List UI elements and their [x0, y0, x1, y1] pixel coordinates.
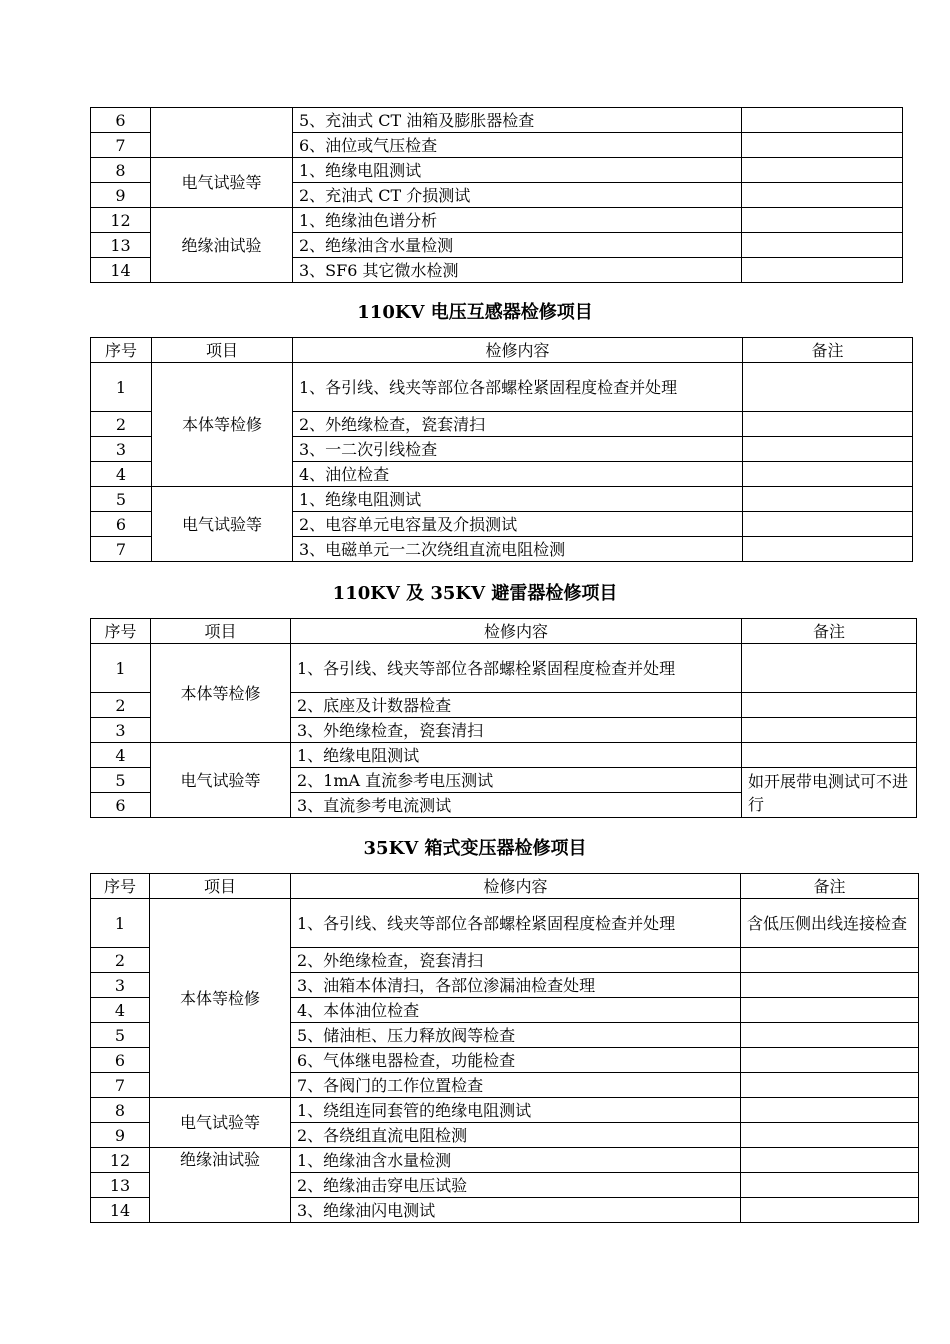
table-header-row [91, 338, 913, 363]
header-seq: 序号 [91, 619, 151, 644]
seq-cell: 14 [91, 258, 151, 283]
note-cell [743, 512, 913, 537]
content-cell: 3、油箱本体清扫，各部位渗漏油检查处理 [291, 973, 741, 998]
note-cell [743, 412, 913, 437]
note-cell [743, 487, 913, 512]
table-row [91, 1148, 919, 1173]
content-cell: 1、绝缘电阻测试 [293, 487, 743, 512]
note-cell [741, 1123, 919, 1148]
note-cell [742, 108, 903, 133]
note-cell [742, 258, 903, 283]
seq-cell: 2 [91, 948, 150, 973]
seq-cell: 2 [91, 412, 152, 437]
seq-cell: 12 [91, 208, 151, 233]
seq-cell: 4 [91, 998, 150, 1023]
section-title-arrester: 110KV 及 35KV 避雷器检修项目 [332, 583, 618, 604]
seq-cell: 13 [91, 1173, 150, 1198]
note-cell [741, 948, 919, 973]
note-cell [742, 158, 903, 183]
content-cell: 3、外绝缘检查，瓷套清扫 [291, 718, 742, 743]
item-cell: 本体等检修 [150, 899, 291, 1098]
table-row [91, 743, 917, 768]
seq-cell: 1 [91, 644, 151, 693]
seq-cell: 7 [91, 1073, 150, 1098]
content-cell: 2、1mA 直流参考电压测试 [291, 768, 742, 793]
seq-cell: 1 [91, 899, 150, 948]
note-cell [742, 133, 903, 158]
content-cell: 6、气体继电器检查，功能检查 [291, 1048, 741, 1073]
header-content: 检修内容 [293, 338, 743, 363]
content-cell: 2、各绕组直流电阻检测 [291, 1123, 741, 1148]
content-cell: 2、电容单元电容量及介损测试 [293, 512, 743, 537]
seq-cell: 5 [91, 768, 151, 793]
item-cell: 绝缘油试验 [151, 208, 293, 283]
content-cell: 3、一二次引线检查 [293, 437, 743, 462]
note-cell [741, 1073, 919, 1098]
seq-cell: 1 [91, 363, 152, 412]
table-row [91, 363, 913, 412]
content-cell: 3、绝缘油闪电测试 [291, 1198, 741, 1223]
seq-cell: 5 [91, 1023, 150, 1048]
content-cell: 1、绝缘油色谱分析 [293, 208, 742, 233]
seq-cell: 12 [91, 1148, 150, 1173]
content-cell: 4、油位检查 [293, 462, 743, 487]
note-cell [741, 1148, 919, 1173]
note-cell [742, 693, 917, 718]
item-cell: 电气试验等 [150, 1098, 291, 1148]
seq-cell: 13 [91, 233, 151, 258]
note-cell [742, 644, 917, 693]
content-cell: 5、充油式 CT 油箱及膨胀器检查 [293, 108, 742, 133]
content-cell: 2、底座及计数器检查 [291, 693, 742, 718]
content-cell: 2、外绝缘检查，瓷套清扫 [293, 412, 743, 437]
table-row [91, 1098, 919, 1123]
note-cell [741, 998, 919, 1023]
note-cell [742, 183, 903, 208]
content-cell: 1、各引线、线夹等部位各部螺栓紧固程度检查并处理 [291, 644, 742, 693]
note-cell [743, 537, 913, 562]
note-cell [741, 1098, 919, 1123]
content-cell: 5、储油柜、压力释放阀等检查 [291, 1023, 741, 1048]
content-cell: 2、绝缘油击穿电压试验 [291, 1173, 741, 1198]
seq-cell: 8 [91, 158, 151, 183]
header-note: 备注 [743, 338, 913, 363]
content-cell: 1、绝缘电阻测试 [293, 158, 742, 183]
content-cell: 3、电磁单元一二次绕组直流电阻检测 [293, 537, 743, 562]
note-cell [741, 1198, 919, 1223]
seq-cell: 7 [91, 133, 151, 158]
note-cell [742, 718, 917, 743]
table-pt [90, 337, 913, 562]
seq-cell: 9 [91, 183, 151, 208]
seq-cell: 4 [91, 462, 152, 487]
header-note: 备注 [741, 874, 919, 899]
note-cell [743, 363, 913, 412]
seq-cell: 9 [91, 1123, 150, 1148]
content-cell: 1、绕组连同套管的绝缘电阻测试 [291, 1098, 741, 1123]
item-cell: 本体等检修 [152, 363, 293, 487]
table-arrester [90, 618, 917, 818]
item-cell [151, 108, 293, 158]
content-cell: 2、外绝缘检查，瓷套清扫 [291, 948, 741, 973]
table-row [91, 899, 919, 948]
content-cell: 2、充油式 CT 介损测试 [293, 183, 742, 208]
table-row [91, 487, 913, 512]
header-item: 项目 [152, 338, 293, 363]
seq-cell: 3 [91, 437, 152, 462]
table-box-transformer [90, 873, 919, 1223]
item-cell: 本体等检修 [151, 644, 291, 743]
note-cell: 含低压侧出线连接检查 [741, 899, 919, 948]
content-cell: 1、各引线、线夹等部位各部螺栓紧固程度检查并处理 [293, 363, 743, 412]
header-item: 项目 [151, 619, 291, 644]
note-cell [741, 1173, 919, 1198]
note-cell [742, 233, 903, 258]
seq-cell: 6 [91, 512, 152, 537]
note-cell [741, 973, 919, 998]
section-title-box-transformer: 35KV 箱式变压器检修项目 [363, 838, 587, 859]
content-cell: 3、直流参考电流测试 [291, 793, 742, 818]
table-ct-continued [90, 107, 903, 283]
seq-cell: 4 [91, 743, 151, 768]
table-row [91, 108, 903, 133]
seq-cell: 14 [91, 1198, 150, 1223]
table-row [91, 158, 903, 183]
header-note: 备注 [742, 619, 917, 644]
section-title-pt: 110KV 电压互感器检修项目 [357, 302, 593, 323]
seq-cell: 6 [91, 108, 151, 133]
note-cell-merged: 如开展带电测试可不进行 [742, 768, 917, 818]
header-content: 检修内容 [291, 619, 742, 644]
note-cell [741, 1048, 919, 1073]
content-cell: 7、各阀门的工作位置检查 [291, 1073, 741, 1098]
header-item: 项目 [150, 874, 291, 899]
item-cell: 电气试验等 [151, 158, 293, 208]
table-row [91, 208, 903, 233]
seq-cell: 3 [91, 973, 150, 998]
table-row [91, 644, 917, 693]
note-cell [743, 462, 913, 487]
table-header-row [91, 874, 919, 899]
item-cell: 绝缘油试验 [150, 1148, 291, 1223]
seq-cell: 5 [91, 487, 152, 512]
content-cell: 4、本体油位检查 [291, 998, 741, 1023]
header-seq: 序号 [91, 338, 152, 363]
table-header-row [91, 619, 917, 644]
seq-cell: 3 [91, 718, 151, 743]
seq-cell: 8 [91, 1098, 150, 1123]
content-cell: 1、绝缘电阻测试 [291, 743, 742, 768]
note-cell [741, 1023, 919, 1048]
item-cell: 电气试验等 [152, 487, 293, 562]
content-cell: 1、各引线、线夹等部位各部螺栓紧固程度检查并处理 [291, 899, 741, 948]
header-seq: 序号 [91, 874, 150, 899]
seq-cell: 6 [91, 793, 151, 818]
content-cell: 2、绝缘油含水量检测 [293, 233, 742, 258]
seq-cell: 7 [91, 537, 152, 562]
content-cell: 1、绝缘油含水量检测 [291, 1148, 741, 1173]
content-cell: 6、油位或气压检查 [293, 133, 742, 158]
seq-cell: 6 [91, 1048, 150, 1073]
header-content: 检修内容 [291, 874, 741, 899]
item-cell: 电气试验等 [151, 743, 291, 818]
note-cell [743, 437, 913, 462]
note-cell [742, 743, 917, 768]
content-cell: 3、SF6 其它微水检测 [293, 258, 742, 283]
note-cell [742, 208, 903, 233]
seq-cell: 2 [91, 693, 151, 718]
